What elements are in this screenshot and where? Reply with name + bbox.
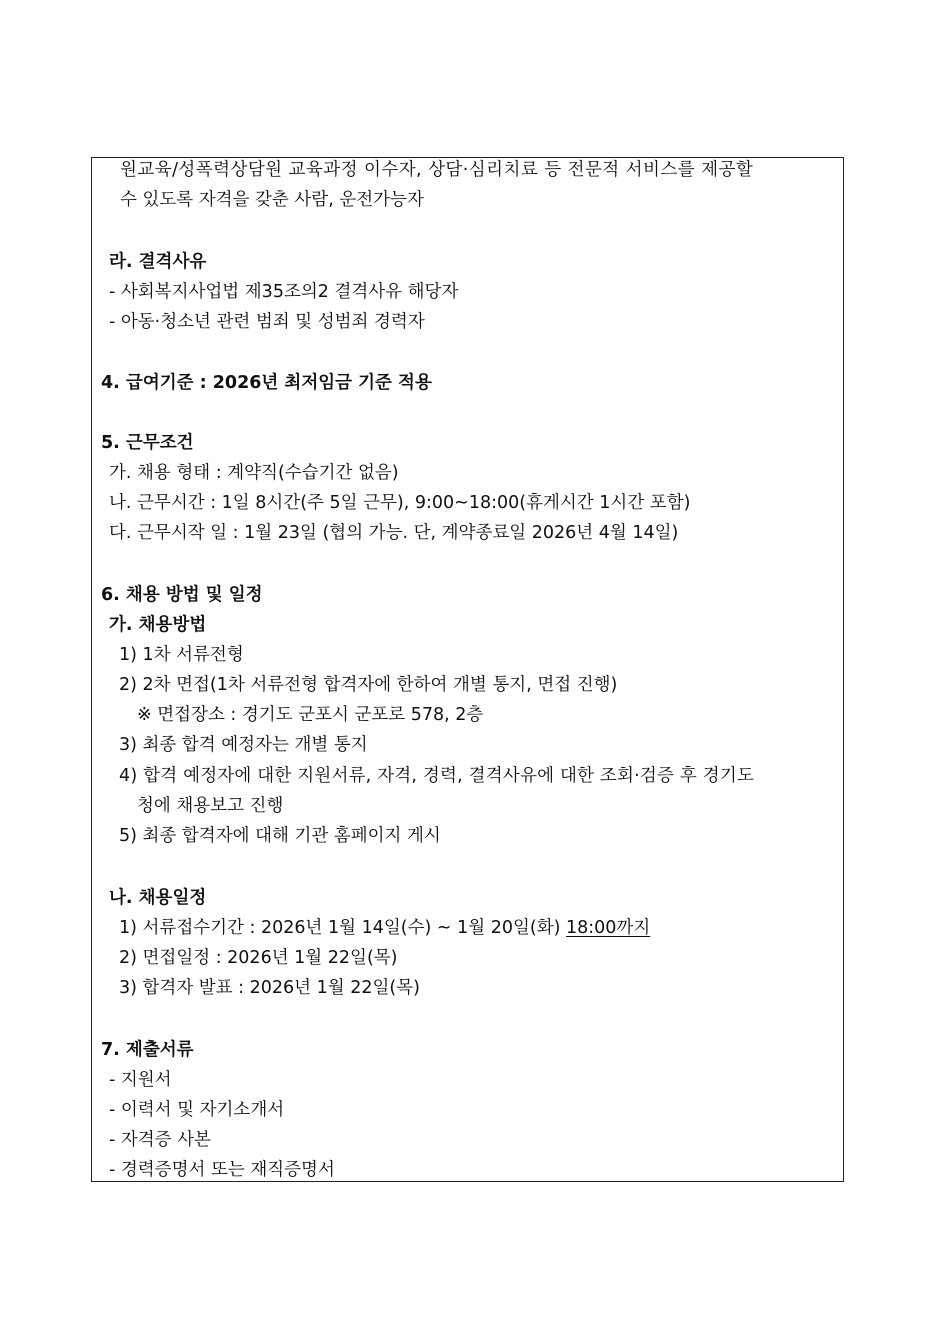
schedule-item: 2) 면접일정 : 2026년 1월 22일(목) — [119, 948, 398, 968]
schedule-item: 3) 합격자 발표 : 2026년 1월 22일(목) — [119, 978, 420, 998]
method-item: 4) 합격 예정자에 대한 지원서류, 자격, 경력, 결격사유에 대한 조회·검증 후 경기도 — [119, 766, 755, 786]
documents-item: - 이력서 및 자기소개서 — [109, 1100, 285, 1120]
method-item: 3) 최종 합격 예정자는 개별 통지 — [119, 735, 368, 755]
disqualification-heading: 라. 결격사유 — [109, 252, 207, 272]
method-item: 1) 1차 서류전형 — [119, 645, 244, 665]
method-subheading-a: 가. 채용방법 — [109, 615, 207, 635]
continuation-line-1: 원교육/성폭력상담원 교육과정 이수자, 상담·심리치료 등 전문적 서비스를 제공할 — [120, 160, 754, 180]
documents-heading: 7. 제출서류 — [101, 1040, 194, 1060]
method-item: 2) 2차 면접(1차 서류전형 합격자에 한하여 개별 통지, 면접 진행) — [119, 675, 618, 695]
documents-item: - 경력증명서 또는 재직증명서 — [109, 1160, 335, 1180]
method-heading: 6. 채용 방법 및 일정 — [101, 585, 263, 605]
conditions-item: 다. 근무시작 일 : 1월 23일 (협의 가능. 단, 계약종료일 2026년 4월 14일) — [109, 523, 679, 543]
schedule-item-application-period — [119, 917, 650, 939]
documents-item: - 자격증 사본 — [109, 1130, 211, 1150]
method-subheading-b: 나. 채용일정 — [109, 888, 207, 908]
application-deadline-time: 18:00까지 — [566, 918, 651, 938]
disqualification-item: - 아동·청소년 관련 범죄 및 성범죄 경력자 — [109, 312, 425, 332]
interview-location-note: ※ 면접장소 : 경기도 군포시 군포로 578, 2층 — [137, 705, 484, 725]
conditions-heading: 5. 근무조건 — [101, 433, 194, 453]
conditions-item: 나. 근무시간 : 1일 8시간(주 5일 근무), 9:00~18:00(휴게시간 1시간 포함) — [109, 493, 691, 513]
method-item: 5) 최종 합격자에 대해 기관 홈페이지 게시 — [119, 826, 441, 846]
continuation-line-2: 수 있도록 자격을 갖춘 사람, 운전가능자 — [120, 190, 424, 210]
salary-heading: 4. 급여기준 : 2026년 최저임금 기준 적용 — [101, 373, 432, 393]
conditions-item: 가. 채용 형태 : 계약직(수습기간 없음) — [109, 463, 399, 483]
method-item-continuation: 청에 채용보고 진행 — [137, 796, 284, 816]
documents-item: - 지원서 — [109, 1070, 172, 1090]
schedule-application-period-text: 1) 서류접수기간 : 2026년 1월 14일(수) ~ 1월 20일(화) — [119, 918, 566, 938]
disqualification-item: - 사회복지사업법 제35조의2 결격사유 해당자 — [109, 282, 459, 302]
